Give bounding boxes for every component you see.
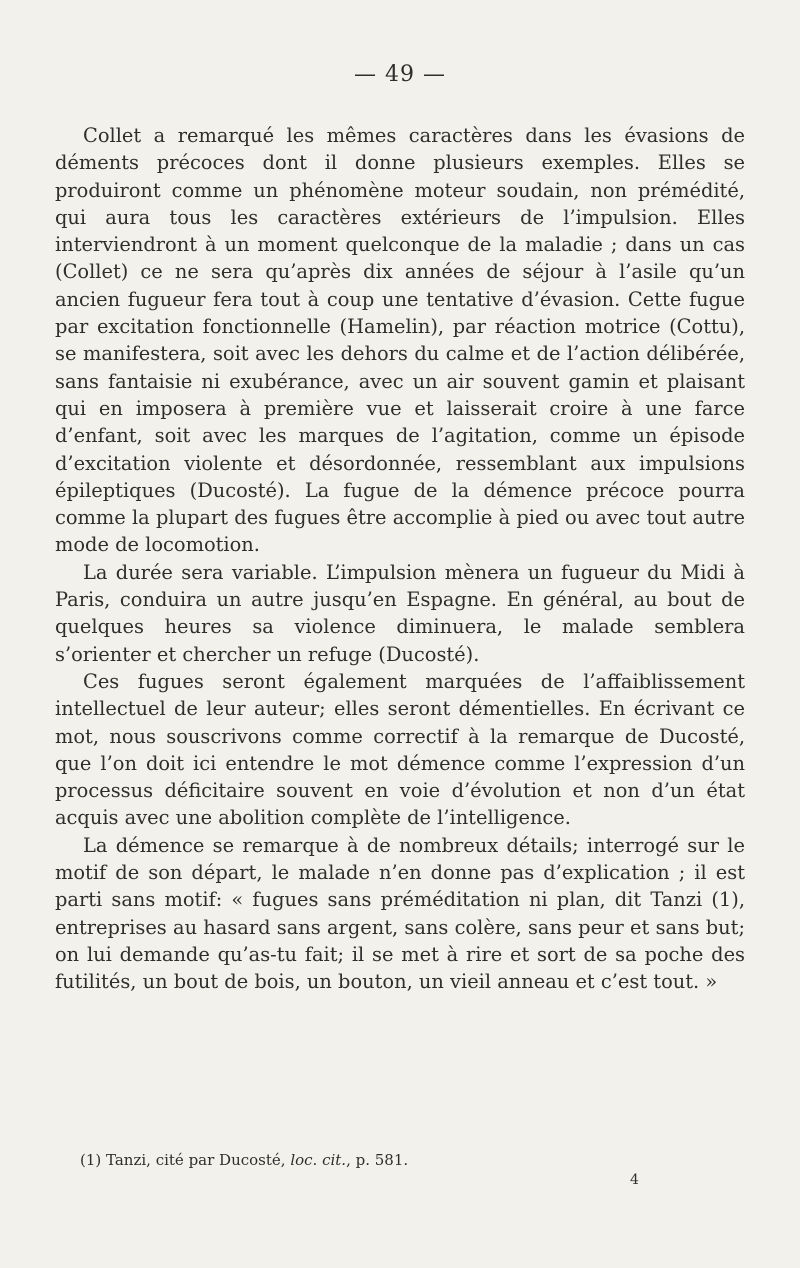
footnote	[80, 1150, 720, 1170]
paragraph-4: La démence se remarque à de nombreux détails; interrogé sur le motif de son départ, le malade n’en donne pas d’explication ; il est parti sans motif: « fugues sans préméditation ni plan, dit Tanzi (1), entreprises au hasard sans argent, sans colère, sans peur et sans but; on lui demande qu’as-tu fait; il se met à rire et sort de sa poche des futilités, un bout de bois, un bouton, un vieil anneau et c’est tout. »	[55, 833, 745, 994]
footnote-text: (1) Tanzi, cité par Ducosté,	[80, 1151, 291, 1169]
paragraph-2: La durée sera variable. L’impulsion mènera un fugueur du Midi à Paris, conduira un autre jusqu’en Espagne. En général, au bout de quelques heures sa violence diminuera, le malade semblera s’orienter et chercher un refuge (Ducosté).	[55, 560, 745, 666]
footnote-loc-cit: loc. cit.	[290, 1151, 347, 1169]
paragraph-1: Collet a remarqué les mêmes caractères dans les évasions de déments précoces dont il donne plusieurs exemples. Elles se produiront comme un phénomène moteur soudain, non prémédité, qui aura tous les caractères extérieurs de l’impulsion. Elles interviendront à un moment quelconque de la maladie ; dans un cas (Collet) ce ne sera qu’après dix années de séjour à l’asile qu’un ancien fugueur fera tout à coup une tentative d’évasion. Cette fugue par excitation fonctionnelle (Hamelin), par réaction motrice (Cottu), se manifestera, soit avec les dehors du calme et de l’action délibérée, sans fantaisie ni exubérance, avec un air souvent gamin et plaisant qui en imposera à première vue et laisserait croire à une farce d’enfant, soit avec les marques de l’agitation, comme un épisode d’excitation violente et désordonnée, ressemblant aux impulsions épileptiques (Ducosté). La fugue de la démence précoce pourra comme la plupart des fugues être accomplie à pied ou avec tout autre mode de locomotion.	[55, 124, 745, 557]
footnote-page: , p. 581.	[346, 1151, 409, 1169]
body-text	[55, 122, 745, 996]
signature-mark: 4	[630, 1172, 639, 1188]
paragraph-3: Ces fugues seront également marquées de l’affaiblissement intellectuel de leur auteur; elles seront démentielles. En écrivant ce mot, nous souscrivons comme correctif à la remarque de Ducosté, que l’on doit ici entendre le mot démence comme l’expression d’un processus déficitaire souvent en voie d’évolution et non d’un état acquis avec une abolition complète de l’intelligence.	[55, 669, 745, 830]
page-number: — 49 —	[354, 62, 446, 87]
